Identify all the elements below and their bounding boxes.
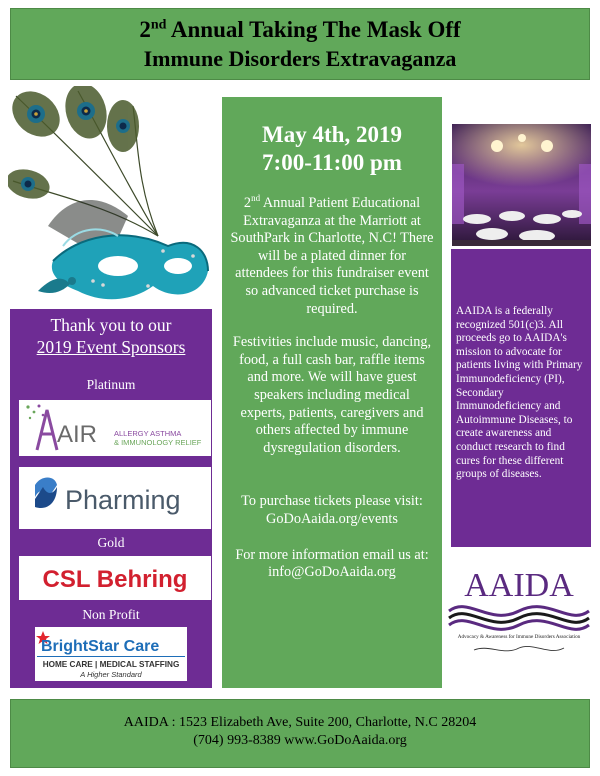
- footer-contact: (704) 993-8389 www.GoDoAaida.org: [193, 733, 407, 748]
- sponsors-heading: 2019 Event Sponsors: [36, 337, 186, 357]
- csl-name: CSL Behring: [42, 566, 188, 593]
- masquerade-mask-image: [8, 86, 213, 304]
- air-logo-line2: & IMMUNOLOGY RELIEF: [114, 438, 202, 447]
- event-date: May 4th, 2019: [262, 122, 402, 147]
- signature-scribble: [474, 646, 564, 650]
- festivities-text: Festivities include music, dancing, food, a full cash bar, raffle items and more. We will have guest speakers including medical experts, patients, caregivers and others affected by immune dysregulation disorders.: [232, 334, 432, 456]
- brightstar-logo-icon: [35, 627, 187, 681]
- brightstar-sponsor-logo: [35, 627, 187, 681]
- about-text: AAIDA is a federally recognized 501(c)3. All proceeds go to AAIDA's mission to advocate for patients living with Primary Immunodeficiency (PI), Secondary Immunodeficiency and Autoimmune Diseases, to create awareness and conduct research to find cures for these different groups of diseases.: [456, 305, 583, 481]
- pharming-logo-icon: [19, 467, 211, 529]
- footer-address: AAIDA : 1523 Elizabeth Ave, Suite 200, Charlotte, N.C 28204: [123, 715, 477, 730]
- sponsors-thanks: Thank you to our: [50, 315, 172, 335]
- tier-nonprofit: Non Profit: [82, 607, 140, 622]
- aaida-logo: [444, 566, 594, 666]
- tier-platinum: Platinum: [86, 377, 136, 392]
- contact-info: For more information email us at: info@GoDoAaida.org: [222, 547, 442, 582]
- tickets-url[interactable]: GoDoAaida.org/events: [266, 510, 398, 527]
- aaida-logo-name: AAIDA: [464, 567, 574, 604]
- csl-sponsor-logo: [19, 556, 211, 600]
- tickets-info: To purchase tickets please visit: GoDoAaida.org/events: [222, 493, 442, 528]
- brightstar-name: BrightStar Care: [41, 638, 160, 655]
- brightstar-slogan: A Higher Standard: [80, 670, 142, 679]
- air-logo-line1: ALLERGY ASTHMA: [114, 429, 182, 438]
- event-time: 7:00-11:00 pm: [262, 150, 402, 175]
- event-details-panel: [222, 97, 442, 688]
- ballroom-photo: [452, 124, 591, 246]
- tier-gold: Gold: [97, 535, 125, 550]
- air-logo-icon: [19, 400, 211, 456]
- air-logo-letters: AIR: [57, 421, 98, 448]
- event-title: 2nd Annual Taking The Mask Off: [139, 17, 461, 42]
- event-subtitle: Immune Disorders Extravaganza: [143, 46, 457, 71]
- event-description: 2nd Annual Patient Educational Extravaganza at the Marriott at SouthPark in Charlotte, N.C! There will be a plated dinner for attendees for this fundraiser event so advanced ticket purchase is required.: [230, 193, 434, 317]
- pharming-name: Pharming: [65, 485, 181, 515]
- about-aaida-panel: [451, 249, 591, 547]
- sponsors-panel: [10, 309, 212, 688]
- footer-banner: [10, 699, 590, 768]
- contact-email[interactable]: info@GoDoAaida.org: [268, 564, 396, 581]
- header-banner: [10, 8, 590, 80]
- air-sponsor-logo: [19, 400, 211, 456]
- pharming-sponsor-logo: [19, 467, 211, 529]
- brightstar-tag: HOME CARE | MEDICAL STAFFING: [42, 660, 180, 669]
- csl-logo-icon: [19, 556, 211, 600]
- aaida-logo-tagline: Advocacy & Awareness for Immune Disorders Association: [457, 634, 581, 640]
